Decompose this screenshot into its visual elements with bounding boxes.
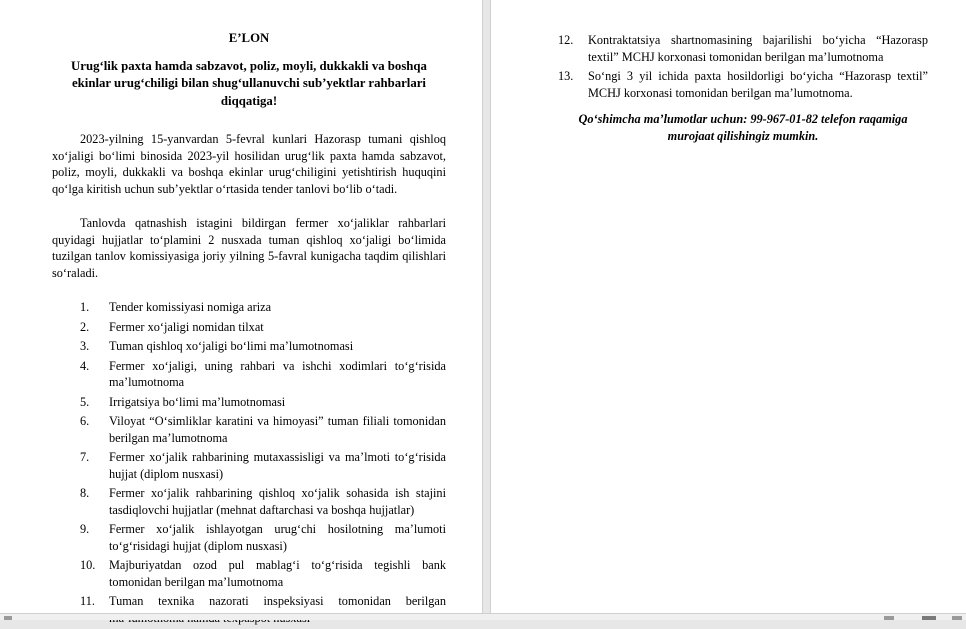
focus-mode-icon[interactable] [884,616,894,620]
list-text: Fermer xo‘jalik rahbarining qishloq xo‘jalik sohasida ish stajini tasdiqlovchi hujjatlar (mehnat daftarchasi va boshqa hujjatlar) [109,486,446,517]
list-text: Fermer xo‘jalik rahbarining mutaxassisligi va ma’lmoti to‘g‘risida hujjat (diplom nusxasi) [109,450,446,481]
list-item [52,413,446,446]
print-layout-icon[interactable] [922,616,936,620]
list-text: Kontraktatsiya shartnomasining bajarilishi bo‘yicha “Hazorasp textil” MCHJ korxonasi tomonidan berilgan ma’lumotnoma [588,33,928,64]
list-number: 6. [80,414,90,428]
list-number: 11. [80,594,95,608]
page-status-icon[interactable] [4,616,12,620]
list-number: 5. [80,394,90,409]
list-number: 9. [80,522,90,536]
list-text: Majburiyatdan ozod pul mablag‘i to‘g‘risida tegishli bank tomonidan berilgan ma’lumotnoma [109,558,446,589]
list-item [558,32,928,65]
list-item [52,485,446,518]
list-text: Tuman qishloq xo‘jaligi bo‘limi ma’lumotnomasi [109,339,354,353]
list-item [558,68,928,101]
list-text: Tuman texnika nazorati inspeksiyasi tomonidan berilgan [109,594,446,608]
paragraph: 2023-yilning 15-yanvardan 5-fevral kunlari Hazorasp tumani qishloq xo‘jaligi bo‘limi binosida 2023-yil hosilidan urug‘lik paxta hamda sabzavot, poliz, moyli, dukkakli va boshqa ekinlar urug‘chiligini yetishtirish huquqini qo‘lga kiritish uchun sub’yektlar o‘rtasida tender tanlovi bo‘lib o‘tadi. [52,132,446,196]
list-item [52,319,446,336]
page-content [558,32,928,144]
list-item [52,593,446,626]
list-number: 1. [80,300,90,314]
list-item [52,449,446,482]
list-item [52,338,446,355]
list-number: 2. [80,319,90,334]
list-number: 4. [80,358,90,373]
list-number: 12. [558,33,574,47]
document-page-left [0,0,482,614]
list-text: So‘ngi 3 yil ichida paxta hosildorligi bo‘yicha “Hazorasp textil” MCHJ korxonasi tomonidan berilgan ma’lumotnoma. [588,69,928,100]
paragraph: Tanlovda qatnashish istagini bildirgan fermer xo‘jaliklar rahbarlari quyidagi hujjatlar to‘plamini 2 nusxada tuman qishloq xo‘jaligi bo‘limida tuzilgan tanlov komissiyasiga joriy yilning 5-favral kunigacha taqdim qilishlari so‘raladi. [52,216,446,280]
list-number: 3. [80,339,90,353]
documents-list [558,32,928,101]
list-number: 7. [80,450,90,464]
list-text: Fermer xo‘jaligi nomidan tilxat [109,319,264,334]
announcement-subtitle: Urug‘lik paxta hamda sabzavot, poliz, moyli, dukkakli va boshqa ekinlar urug‘chiligi bilan shug‘ullanuvchi sub’yektlar rahbarlari diqqatiga! [71,58,427,108]
list-item [52,394,446,411]
list-item [52,299,446,316]
web-layout-icon[interactable] [952,616,962,620]
list-text: Tender komissiyasi nomiga ariza [109,300,272,314]
documents-list [52,299,446,626]
list-item [52,557,446,590]
list-text: Fermer xo‘jaligi, uning rahbari va ishchi xodimlari to‘g‘risida ma’lumotnoma [109,358,446,389]
list-item [52,521,446,554]
list-text: Fermer xo‘jalik ishlayotgan urug‘chi hosilotning ma’lumoti to‘g‘risidagi hujjat (diplom nusxasi) [109,522,446,553]
list-text: Irrigatsiya bo‘limi ma’lumotnomasi [109,394,286,409]
document-page-right [491,0,966,614]
list-item [52,358,446,391]
list-number: 8. [80,486,90,500]
announcement-title: E’LON [228,31,270,45]
page-content [52,30,446,629]
list-text: Viloyat “O‘simliklar karatini va himoyasi” tuman filiali tomonidan berilgan ma’lumotnoma [109,414,446,445]
status-bar [0,613,966,620]
list-number: 13. [558,69,574,83]
contact-info: Qo‘shimcha ma’lumotlar uchun: 99-967-01-82 telefon raqamiga murojaat qilishingiz mumkin. [578,112,908,143]
list-number: 10. [80,558,96,572]
